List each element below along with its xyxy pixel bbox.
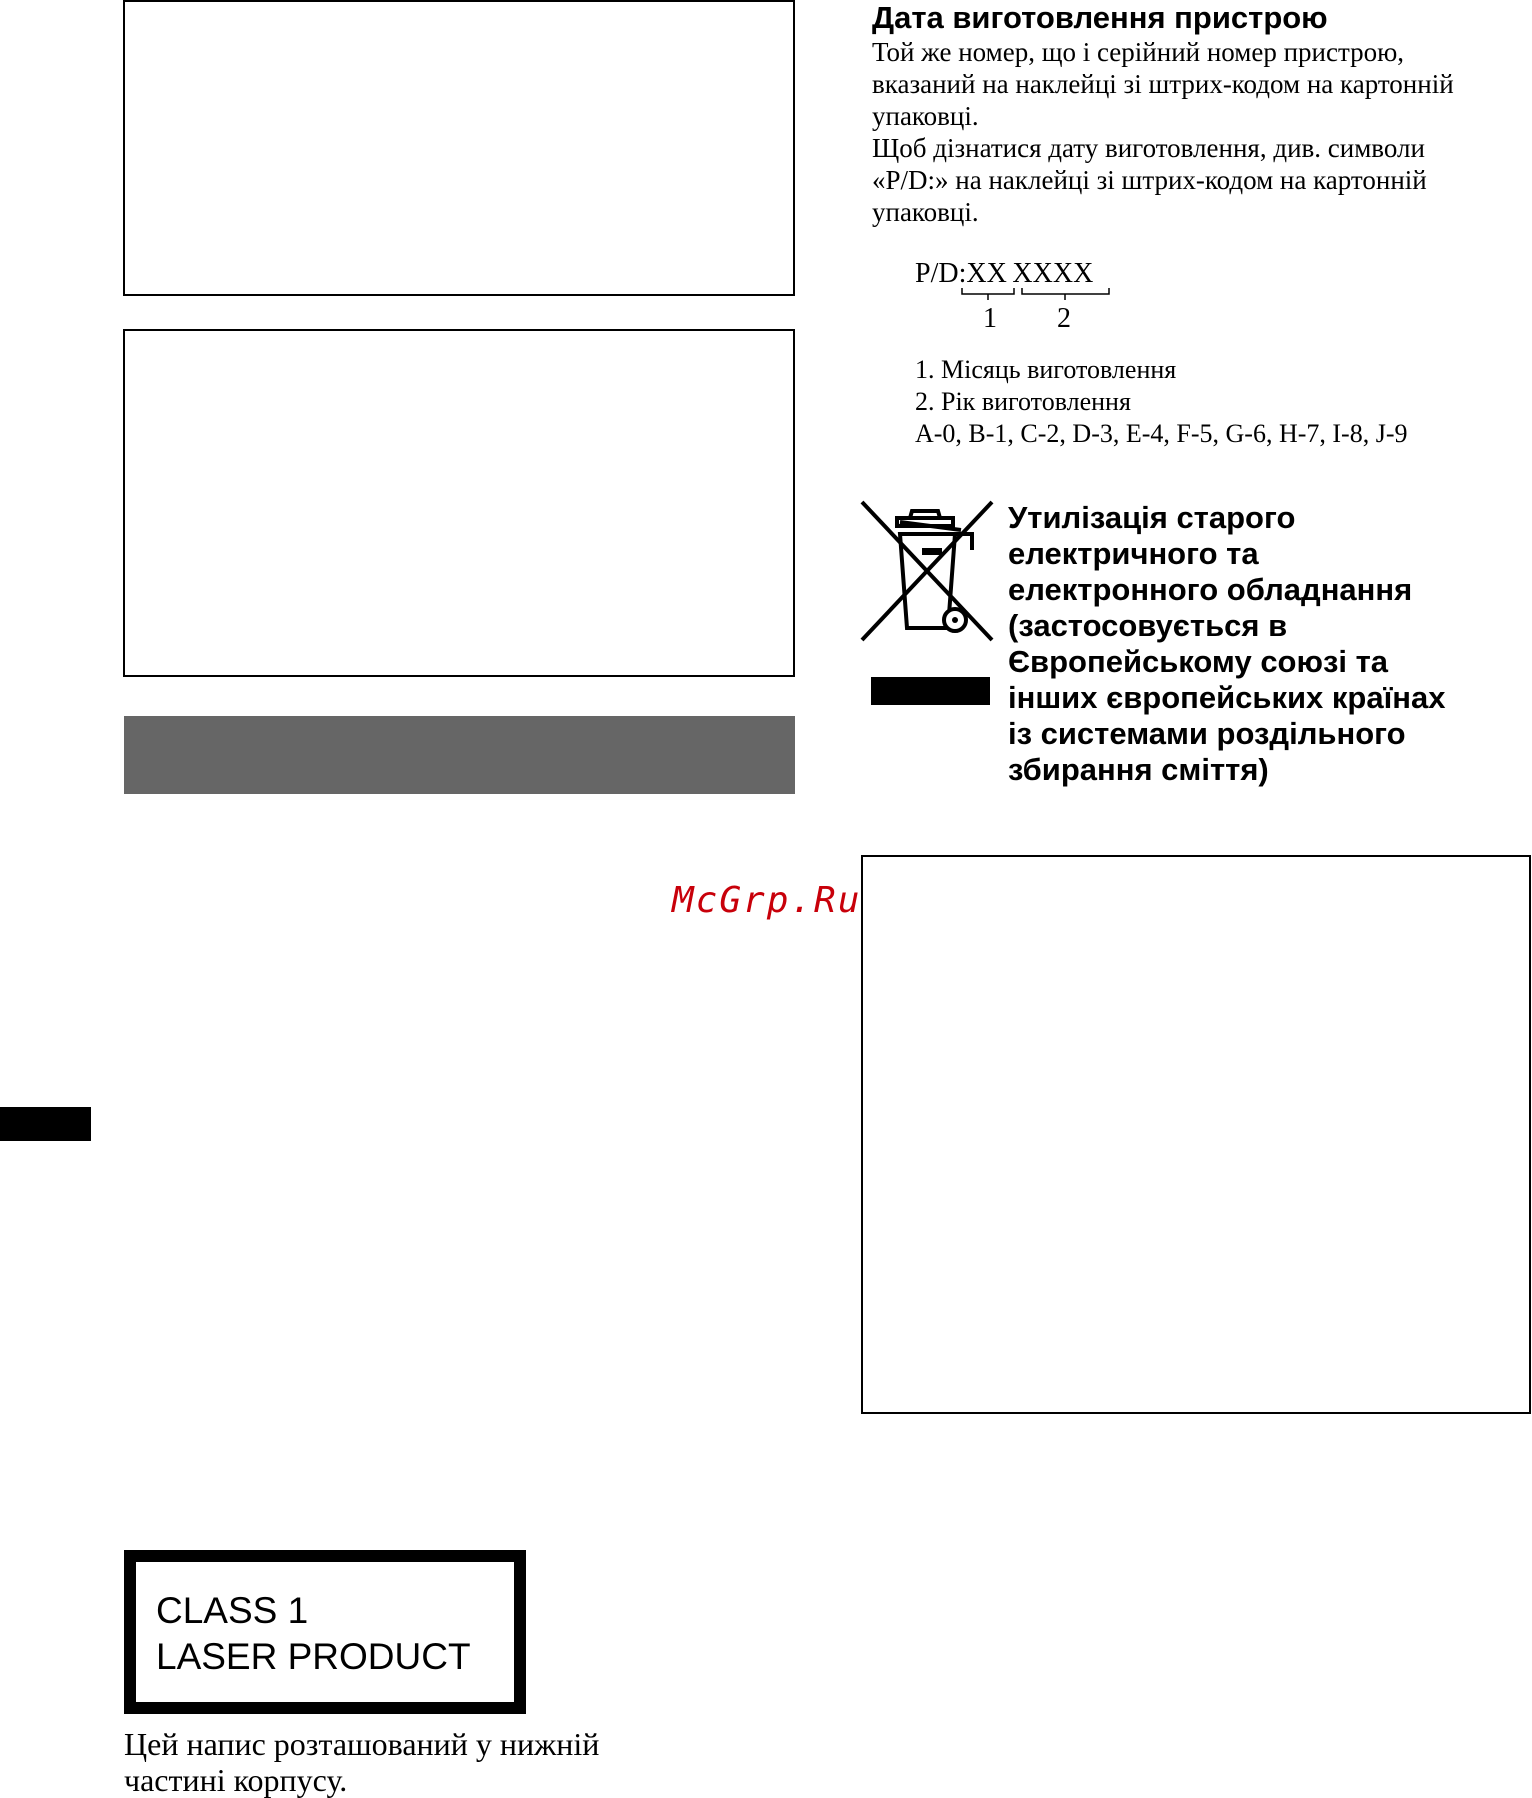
- pd-code-part-2: XXXX: [1012, 258, 1094, 289]
- crossed-out-wheeled-bin-icon: [860, 500, 1000, 715]
- pd-legend-item: 1. Місяць виготовлення: [915, 355, 1177, 384]
- pd-code-part-1: XX: [966, 258, 1007, 289]
- disposal-heading-line: інших європейських країнах: [1008, 680, 1446, 715]
- disposal-heading-line: із системами роздільного: [1008, 716, 1406, 751]
- right-empty-box: [861, 855, 1531, 1414]
- pd-code-prefix: P/D:: [915, 258, 967, 289]
- disposal-heading-line: (застосовується в: [1008, 608, 1288, 643]
- laser-label-frame: [124, 1550, 526, 1714]
- pd-marker-1: 1: [983, 303, 997, 334]
- manufacture-date-paragraph: [872, 36, 1454, 228]
- disposal-heading-line: Європейському союзі та: [1008, 644, 1389, 679]
- watermark: McGrp.Ru: [672, 880, 862, 921]
- pd-legend-item: A-0, B-1, C-2, D-3, E-4, F-5, G-6, H-7, I-8, J-9: [915, 419, 1408, 448]
- disposal-heading-line: збирання сміття): [1008, 752, 1269, 787]
- laser-label-line-2: LASER PRODUCT: [156, 1636, 471, 1677]
- disposal-heading-line: електронного обладнання: [1008, 572, 1413, 607]
- gray-section-bar: [124, 716, 795, 794]
- disposal-heading: [1008, 500, 1446, 788]
- manufacture-text-line: упаковці.: [872, 101, 979, 131]
- disposal-heading-line: електричного та: [1008, 536, 1259, 571]
- manufacture-text-line: Той же номер, що і серійний номер пристрою,: [872, 37, 1405, 67]
- manufacture-date-heading: Дата виготовлення пристрою: [872, 0, 1328, 35]
- pd-legend-item: 2. Рік виготовлення: [915, 387, 1131, 416]
- laser-label-caption: Цей напис розташований у нижній частині корпусу.: [124, 1726, 600, 1798]
- disposal-heading-line: Утилізація старого: [1008, 500, 1296, 535]
- top-empty-box: [123, 0, 795, 296]
- side-tab-marker: [0, 1107, 91, 1141]
- manufacture-text-line: «P/D:» на наклейці зі штрих-кодом на картонній: [872, 165, 1427, 195]
- middle-empty-box: [123, 329, 795, 677]
- manufacture-text-line: вказаний на наклейці зі штрих-кодом на картонній: [872, 69, 1454, 99]
- manufacture-text-line: упаковці.: [872, 197, 979, 227]
- manufacture-text-line: Щоб дізнатися дату виготовлення, див. символи: [872, 133, 1425, 163]
- laser-label-line-1: CLASS 1: [156, 1590, 309, 1631]
- pd-legend: [915, 354, 1408, 450]
- pd-marker-2: 2: [1057, 303, 1071, 334]
